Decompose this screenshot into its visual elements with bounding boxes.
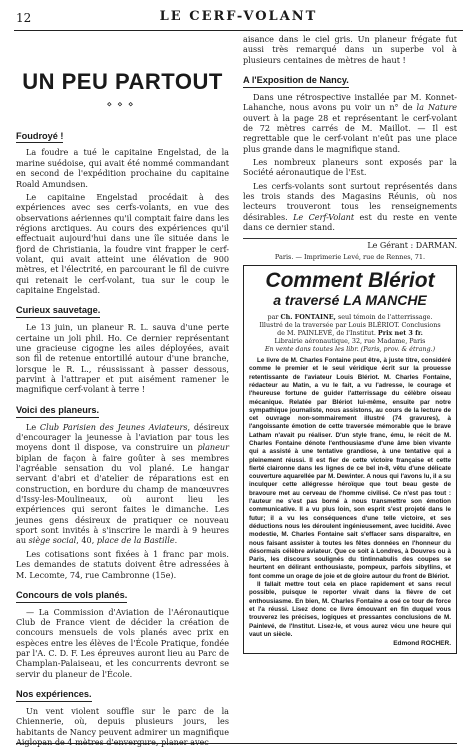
section-title-experiences: Nos expériences. (16, 689, 92, 702)
article-paragraph: Le 13 juin, un planeur R. L. sauva d'une perte certaine un joli phil. Ho. Ce dernier représentant une gracieuse cigogne les ailes déployées, avait son fil de retenue entortillé autour d'une branche, lorsque le R. L., réussissant à passer dessous, parvint à l'attraper et put aisément ramener le magnifique cerf-volant à terre ! (16, 322, 229, 395)
article-paragraph: — La Commission d'Aviation de l'Aéronautique Club de France vient de décider la création de concours mensuels de vols planés avec prix en espèces entre les élèves de l'École Pratique, fondée par l'A. C. D. F. Les épreuves auront lieu au Parc de Champlan-Palaiseau, et les concurrents devront se servir du planeur de l'École. (16, 606, 229, 679)
ad-preface: de M. PAINLEVÉ, de l'Institut. Prix net 3 fr. (277, 329, 423, 338)
ad-author: par Ch. FONTAINE, seul témoin de l'atterrissage. (267, 313, 433, 322)
article-paragraph: La foudre a tué le capitaine Engelstad, de la marine suédoise, qui avait été nommé commandant en second de l'expédition prochaine du capitaine Roald Amundsen. (16, 147, 229, 189)
ad-subtitle: a traversé LA MANCHE (273, 292, 427, 309)
article-paragraph: Le capitaine Engelstad procédait à des expériences avec ses cerfs-volants, en vue des observations aériennes qu'il comptait faire dans les régions arctiques. Au cours des expériences qu'il effectuait aujourd'hui dans une île située dans le fjord de Christiania, la foudre vint frapper le cerf-volant, qui avait atteint une élévation de 900 mètres, et l'électrité, en parcourant le fil de cuivre qui retenait le cerf-volant, tua sur le coup le capitaine Engelstad. (16, 191, 229, 296)
section-title-planeurs: Voici des planeurs. (16, 405, 99, 418)
ad-illustrated: Illustré de la traversée par Louis BLÉRIOT. Conclusions (259, 321, 441, 330)
ad-review-text: Il fallait mettre tout cela en place rapidement et sans recul possible, puisque le reporter vivait dans la fièvre de cet enthousiasme. En bien, M. Charles Fontaine a osé ce tour de force et l'a réussi. Lisez donc ce livre émouvant en fin duquel vous trouverez les précises, logiques et pressantes conclusions de M. Painlevé, de l'Institut. Lisez-le, et vous aurez vécu une heure qui vaut un siècle. (249, 581, 451, 638)
article-paragraph: Un vent violent souffle sur le parc de la Chiennerie, où, depuis plusieurs jours, les habitants de Nancy peuvent admirer un magnifique Aiglopan de 4 mètres d'envergure, planer avec (16, 705, 229, 748)
article-paragraph: Le Club Parisien des Jeunes Aviateurs, désireux d'encourager la jeunesse à l'aviation par tous les moyens dont il dispose, va construire un planeur biplan de façon à faire goûter à ses membres l'agréable sensation du vol plané. Le hangar servant d'abri et d'atelier de réparations est en construction, en bordure du champ de manœuvres d'Issy-les-Moulineaux, où auront lieu les expériences qui seront faites le dimanche. Les jeunes gens désireux de pratiquer ce nouveau sport sont invités à s'inscrire le mardi à 9 heures au siège social, 40, place de la Bastille. (16, 421, 229, 546)
page-headline: UN PEU PARTOUT (22, 69, 223, 94)
right-column (243, 34, 457, 654)
section-title-foudroye: Foudroyé ! (16, 131, 63, 144)
ad-publisher: Librairie aéronautique, 32, rue Madame, Paris (274, 337, 426, 346)
journal-title: LE CERF-VOLANT (159, 9, 318, 24)
ad-review-text: Le livre de M. Charles Fontaine peut être, à juste titre, considéré comme le premier et le seul véridique écrit sur la prouesse retentissante de l'aviateur Louis Blériot. M. Charles Fontaine, rédacteur au Matin, a vu le fait, a vu l'adresse, le courage et l'heureuse fortune de guider l'atterrissage du célèbre oiseau mécanique. Relatée par Blériot lui-même, ensuite par notre sympathique journaliste, nous assistons, au cours de la lecture de cet ouvrage non-sommairement illustré (74 gravures), à l'angoissante émotion de cette traversée mémorable que le brave Latham n'avait pu réaliser. D'un style franc, ému, le récit de M. Charles Fontaine dénote l'enthousiasme d'une âme bien vivante qui a assisté à une tentative grandiose, à une tentative qui a pleinement réussi. Il est fier de cette victoire française et cette fierté claironne dans les lignes de ce bel in-8, vêtu d'une délicate couverture aquarellée par M. Dewinter. A nous qui l'avons lu, il a su inculquer cette allégresse héroïque que tout beau geste de bravoure met au cerveau de l'homme civilisé. Ce n'est pas tout : l'auteur ne s'est pas borné à nous transmettre son émotion communicative. Il a vu plus loin, son esprit s'est projeté dans le futur; il a vu les conséquences d'une telle victoire, et ses déductions nous les déroulent ingénieusement, avec lucidité. Avec modestie, M. Charles Fontaine sait s'effacer sans disparaître, en nous faisant assister à toutes les fêtes données en l'honneur du désormais célèbre aviateur. Que ce soit à Londres, à Douvres ou à Paris, les discours soulignés du tintinnabulis des coupes se heurtent en délirant enthousiaste, pompeux, parfois sibyllins, et font comme un orage de joie et de gloire autour du front de Blériot. (249, 357, 451, 580)
article-paragraph: Dans une rétrospective installée par M. Konnet-Lahanche, nous avons pu voir un n° de la Nature ouvert à la page 28 et représentant le cerf-volant de 72 mètres carrés de M. Maillot. — Il est regrettable que le cerf-volant n'eût pas une place plus grande dans le magnifique stand. (243, 91, 457, 154)
article-paragraph: Les cerfs-volants sont surtout représentés dans les trois stands des Magasins Réunis, où nos lecteurs trouveront tous les renseignements désirables. Le Cerf-Volant est du reste en vente dans ce dernier stand. (243, 180, 458, 233)
ad-sale-note: En vente dans toutes les libr. (Paris, prov. & étrang.) (264, 345, 436, 354)
ad-title: Comment Blériot (265, 269, 435, 293)
ad-signature: Edmond ROCHER. (393, 640, 451, 648)
article-paragraph: Les cotisations sont fixées à 1 franc par mois. Les demandes de statuts doivent être adressées à M. Lecomte, 74, rue Cambronne (15e). (16, 548, 229, 580)
headline-ornament: ⋄⋄⋄ (106, 100, 139, 111)
section-title-sauvetage: Curieux sauvetage. (16, 305, 100, 318)
divider (243, 238, 457, 239)
printer-line: Paris. — Imprimerie Levé, rue de Rennes, 71. (274, 252, 426, 261)
section-title-exposition: A l'Exposition de Nancy. (243, 75, 349, 88)
book-advertisement (243, 265, 457, 654)
page-bottom-rule (16, 743, 457, 744)
article-continuation: aisance dans le ciel gris. Un planeur frégate fut aussi très remarqué dans un superbe vol à plusieurs centaines de mètres de haut ! (243, 34, 457, 65)
page-header (14, 4, 463, 31)
gerant-line: Le Gérant : DARMAN. (367, 240, 457, 250)
article-paragraph: Les nombreux planeurs sont exposés par la Société aéronautique de l'Est. (243, 157, 457, 178)
section-title-concours: Concours de vols planés. (16, 590, 127, 603)
left-column (16, 34, 229, 750)
page-number: 12 (16, 11, 32, 25)
